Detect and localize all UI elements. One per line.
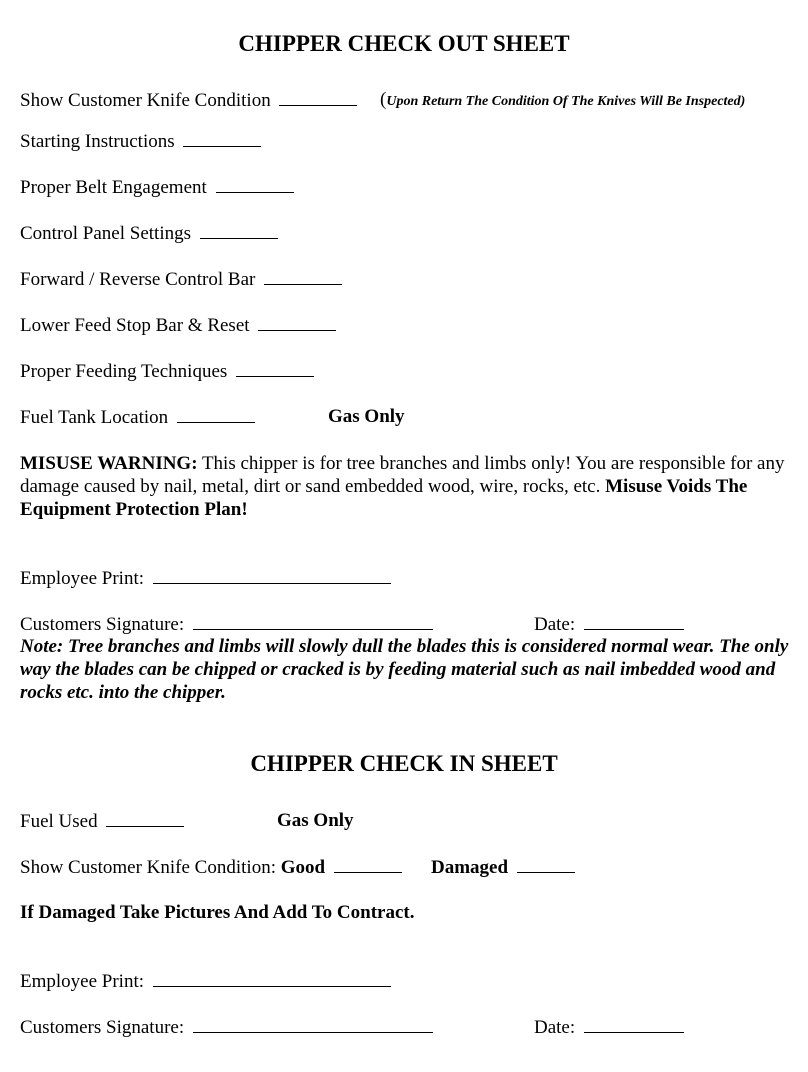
checkin-signature-blank[interactable] <box>193 1015 433 1033</box>
damaged-instruction: If Damaged Take Pictures And Add To Contract. <box>20 902 415 923</box>
checkin-customer-signature-label: Customers Signature: <box>20 1017 185 1038</box>
good-label: Good <box>280 857 326 878</box>
checklist-item-belt-engagement: Proper Belt Engagement <box>20 175 294 199</box>
checklist-item-control-panel: Control Panel Settings <box>20 221 278 245</box>
checkin-fuel-type: Gas Only <box>277 810 354 831</box>
control-panel-blank[interactable] <box>200 221 278 239</box>
knife-condition-row <box>20 88 357 112</box>
feeding-techniques-blank[interactable] <box>236 359 314 377</box>
belt-engagement-blank[interactable] <box>216 175 294 193</box>
checkout-date-row <box>534 612 684 636</box>
checklist-item-control-bar: Forward / Reverse Control Bar <box>20 267 342 291</box>
checkout-signature-blank[interactable] <box>193 612 433 630</box>
misuse-warning-label: MISUSE WARNING: <box>20 453 198 474</box>
feed-stop-blank[interactable] <box>258 313 336 331</box>
fuel-used-blank[interactable] <box>106 809 184 827</box>
fuel-tank-blank[interactable] <box>177 405 255 423</box>
checklist-item-feed-stop: Lower Feed Stop Bar & Reset <box>20 313 336 337</box>
checkout-employee-print-row <box>20 566 391 590</box>
fuel-used-label: Fuel Used <box>20 811 98 832</box>
fuel-tank-label: Fuel Tank Location <box>20 407 169 428</box>
checkout-title: CHIPPER CHECK OUT SHEET <box>238 31 570 56</box>
checkin-employee-print-label: Employee Print: <box>20 971 145 992</box>
misuse-warning-bold-end: Misuse Voids The Equipment Protection Plan! <box>20 476 748 520</box>
knife-inspection-note: (Upon Return The Condition Of The Knives Will Be Inspected) <box>380 89 746 110</box>
checkout-fuel-type: Gas Only <box>328 406 405 427</box>
control-bar-blank[interactable] <box>264 267 342 285</box>
checkin-knife-condition-row <box>20 855 402 879</box>
employee-print-label: Employee Print: <box>20 568 145 589</box>
good-blank[interactable] <box>334 855 402 873</box>
checkout-employee-print-blank[interactable] <box>153 566 391 584</box>
checkin-knife-condition-label: Show Customer Knife Condition: <box>20 857 276 878</box>
damaged-row <box>431 855 575 879</box>
damaged-label: Damaged <box>431 857 509 878</box>
checkin-date-blank[interactable] <box>584 1015 684 1033</box>
checkin-date-label: Date: <box>534 1017 576 1038</box>
checklist-item-feeding-techniques: Proper Feeding Techniques <box>20 359 314 383</box>
knife-condition-blank[interactable] <box>279 88 357 106</box>
wear-note: Note: Tree branches and limbs will slowly dull the blades this is considered normal wear. The only way the blades can be chipped or cracked is by feeding material such as nail imbedded wood and rocks etc. into the chipper. <box>20 636 789 703</box>
checkout-signature-row <box>20 612 433 636</box>
date-label: Date: <box>534 614 576 635</box>
customer-signature-label: Customers Signature: <box>20 614 185 635</box>
checkin-signature-row <box>20 1015 433 1039</box>
fuel-tank-row <box>20 405 255 429</box>
misuse-warning <box>20 452 792 521</box>
checkin-employee-print-blank[interactable] <box>153 969 391 987</box>
checkin-employee-print-row <box>20 969 391 993</box>
knife-condition-label: Show Customer Knife Condition <box>20 90 271 111</box>
misuse-warning-text: This chipper is for tree branches and limbs only! You are responsible for any damage caused by nail, metal, dirt or sand embedded wood, wire, rocks, etc. <box>20 453 785 497</box>
checklist-item-starting-instructions: Starting Instructions <box>20 129 261 153</box>
checkout-date-blank[interactable] <box>584 612 684 630</box>
checkin-title: CHIPPER CHECK IN SHEET <box>250 751 558 776</box>
starting-instructions-blank[interactable] <box>183 129 261 147</box>
damaged-blank[interactable] <box>517 855 575 873</box>
fuel-used-row <box>20 809 184 833</box>
checkin-date-row <box>534 1015 684 1039</box>
